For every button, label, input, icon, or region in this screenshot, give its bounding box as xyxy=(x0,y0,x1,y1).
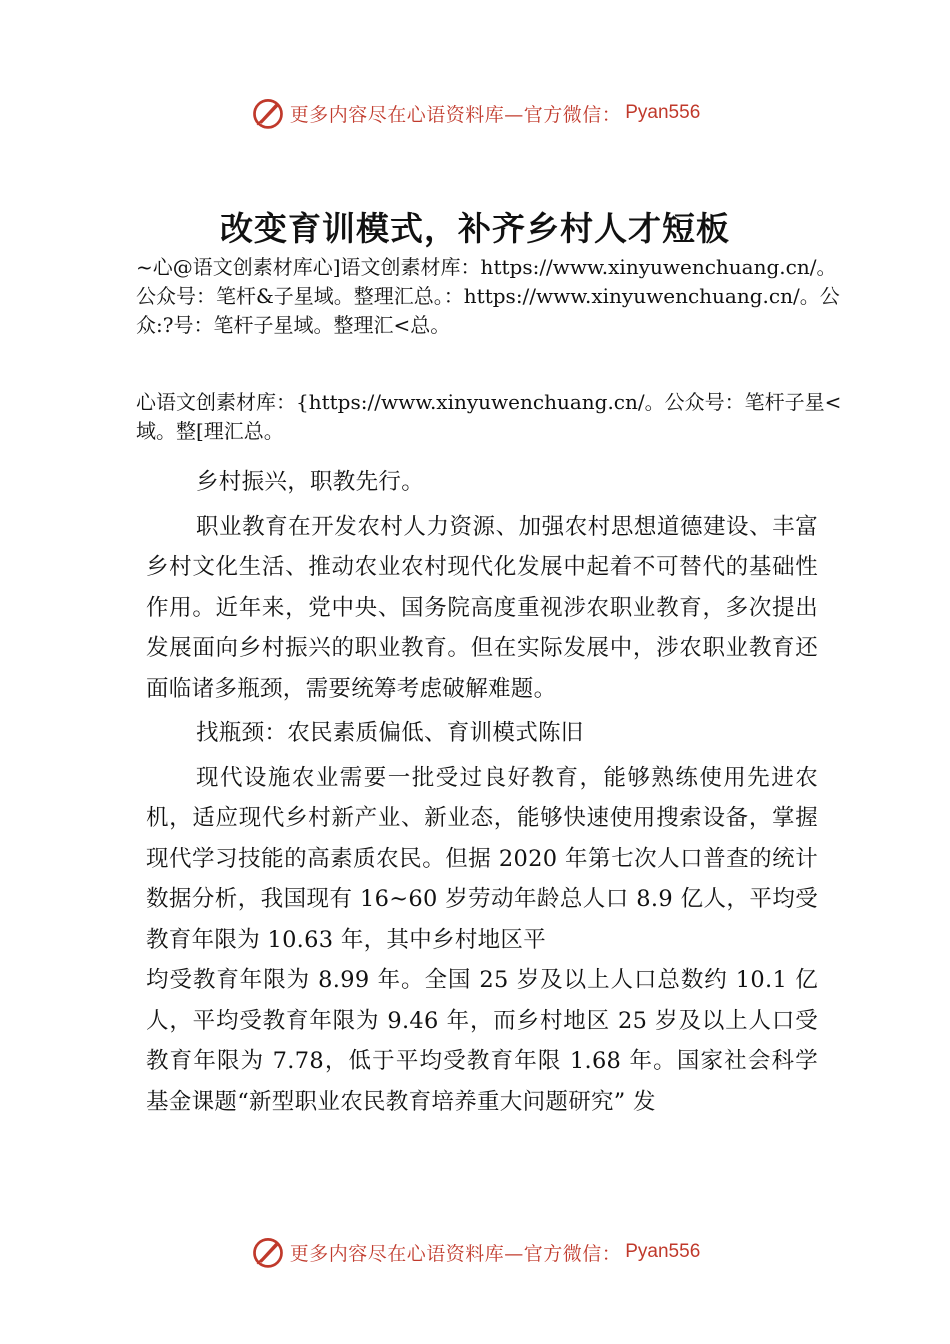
article-title: 改变育训模式，补齐乡村人才短板 xyxy=(220,209,730,248)
banner-text: 更多内容尽在心语资料库—官方微信： xyxy=(289,1242,622,1265)
source-note-1: ~心@语文创素材库心]语文创素材库：https://www.xinyuwenchuang.cn/。公众号：笔杆&子星域。整理汇总。：https://www.xinyuwenchuang.cn/。公众:?号：笔杆子星域。整理汇<总。 xyxy=(136,255,840,337)
header-banner xyxy=(0,93,950,133)
article-body xyxy=(146,462,818,1122)
section-heading: 找瓶颈：农民素质偏低、育训模式陈旧 xyxy=(196,720,584,746)
paragraph-continued: 均受教育年限为 8.99 年。全国 25 岁及以上人口总数约 10.1 亿人，平均受教育年限为 9.46 年，而乡村地区 25 岁及以上人口受教育年限为 7.78，低于平均受教育年限 1.68 年。国家社会科学基金课题“新型职业农民教育培养重大问题研究” 发 xyxy=(146,967,818,1115)
source-note-2: 心语文创素材库：{https://www.xinyuwenchuang.cn/。公众号：笔杆子星<域。整[理汇总。 xyxy=(136,390,842,443)
footer-banner xyxy=(0,1232,950,1272)
paragraph: 现代设施农业需要一批受过良好教育，能够熟练使用先进农机，适应现代乡村新产业、新业态，能够快速使用搜索设备，掌握现代学习技能的高素质农民。但据 2020 年第七次人口普查的统计数据分析，我国现有 16~60 岁劳动年龄总人口 8.9 亿人，平均受教育年限为 10.63 年，其中乡村地区平 xyxy=(146,764,818,953)
quill-logo-icon xyxy=(250,95,286,131)
banner-wechat-id: Pyan556 xyxy=(625,1241,701,1262)
banner-wechat-id: Pyan556 xyxy=(625,102,701,123)
paragraph: 职业教育在开发农村人力资源、加强农村思想道德建设、丰富乡村文化生活、推动农业农村现代化发展中起着不可替代的基础性作用。近年来，党中央、国务院高度重视涉农职业教育，多次提出发展面向乡村振兴的职业教育。但在实际发展中，涉农职业教育还面临诸多瓶颈，需要统筹考虑破解难题。 xyxy=(146,513,818,702)
banner-text: 更多内容尽在心语资料库—官方微信： xyxy=(289,103,622,126)
quill-logo-icon xyxy=(250,1234,286,1270)
paragraph-intro: 乡村振兴，职教先行。 xyxy=(196,469,425,495)
